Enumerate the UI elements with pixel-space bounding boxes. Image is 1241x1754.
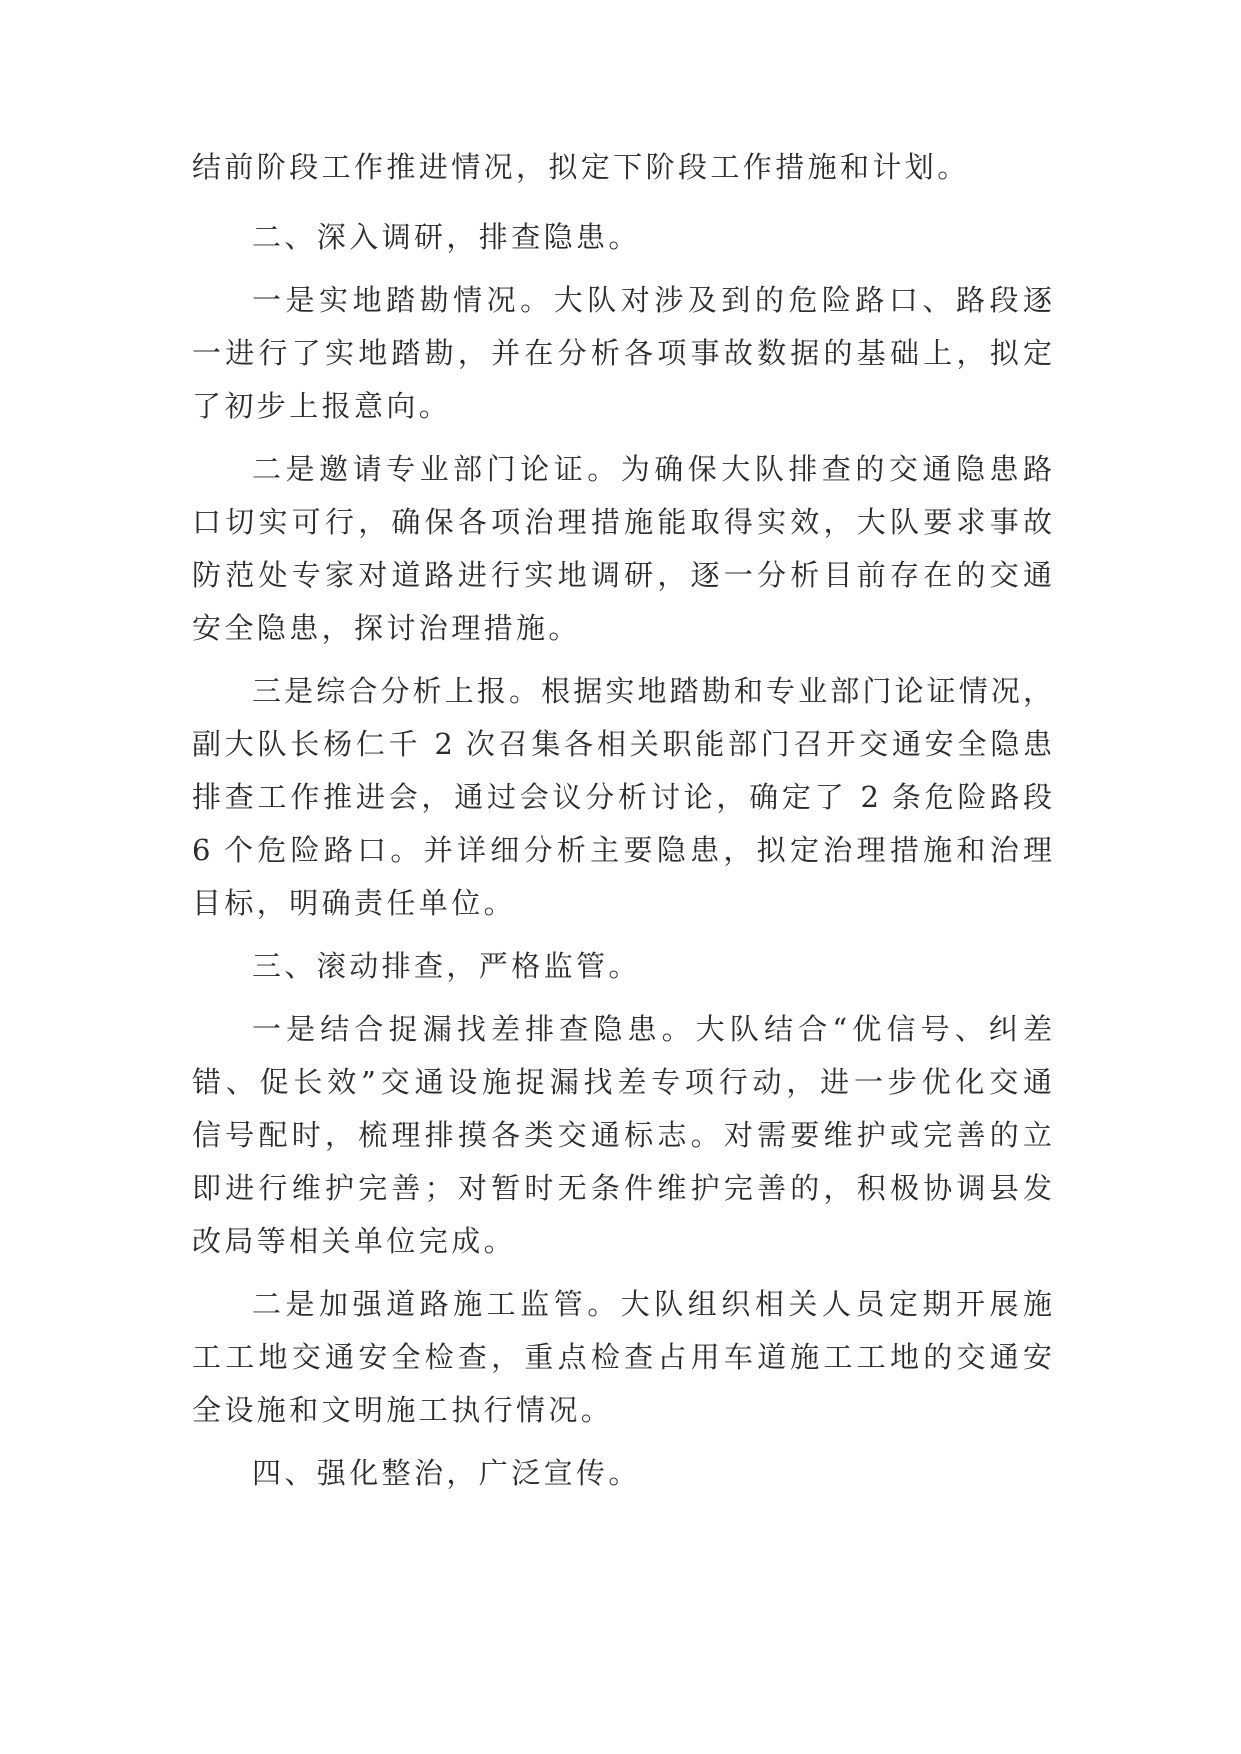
text-line: 信号配时，梳理排摸各类交通标志。对需要维护或完善的立 bbox=[192, 1118, 1052, 1152]
text-line: 安全隐患，探讨治理措施。 bbox=[192, 611, 581, 645]
text-line: 副大队长杨仁千 2 次召集各相关职能部门召开交通安全隐患 bbox=[192, 727, 1052, 761]
text-line: 二是加强道路施工监管。大队组织相关人员定期开展施 bbox=[252, 1287, 1052, 1321]
text-line: 结前阶段工作推进情况，拟定下阶段工作措施和计划。 bbox=[192, 150, 970, 184]
text-line: 一是实地踏勘情况。大队对涉及到的危险路口、路段逐 bbox=[252, 283, 1052, 317]
section-heading: 二、深入调研，排查隐患。 bbox=[252, 220, 641, 254]
text-line: 错、促长效”交通设施捉漏找差专项行动，进一步优化交通 bbox=[192, 1065, 1052, 1099]
text-line: 一进行了实地踏勘，并在分析各项事故数据的基础上，拟定 bbox=[192, 336, 1052, 370]
text-line: 排查工作推进会，通过会议分析讨论，确定了 2 条危险路段 bbox=[192, 780, 1052, 814]
section-heading: 三、滚动排查，严格监管。 bbox=[252, 949, 641, 983]
text-line: 工工地交通安全检查，重点检查占用车道施工工地的交通安 bbox=[192, 1340, 1052, 1374]
text-line: 改局等相关单位完成。 bbox=[192, 1224, 517, 1258]
text-line: 全设施和文明施工执行情况。 bbox=[192, 1393, 614, 1427]
text-line: 三是综合分析上报。根据实地踏勘和专业部门论证情况， bbox=[252, 674, 1052, 708]
text-line: 口切实可行，确保各项治理措施能取得实效，大队要求事故 bbox=[192, 505, 1052, 539]
text-line: 一是结合捉漏找差排查隐患。大队结合“优信号、纠差 bbox=[252, 1012, 1052, 1046]
text-line: 6 个危险路口。并详细分析主要隐患，拟定治理措施和治理 bbox=[192, 833, 1052, 867]
text-line: 防范处专家对道路进行实地调研，逐一分析目前存在的交通 bbox=[192, 558, 1052, 592]
text-line: 目标，明确责任单位。 bbox=[192, 886, 517, 920]
text-line: 即进行维护完善；对暂时无条件维护完善的，积极协调县发 bbox=[192, 1171, 1052, 1205]
text-line: 二是邀请专业部门论证。为确保大队排查的交通隐患路 bbox=[252, 452, 1052, 486]
text-line: 了初步上报意向。 bbox=[192, 389, 452, 423]
section-heading: 四、强化整治，广泛宣传。 bbox=[252, 1456, 641, 1490]
